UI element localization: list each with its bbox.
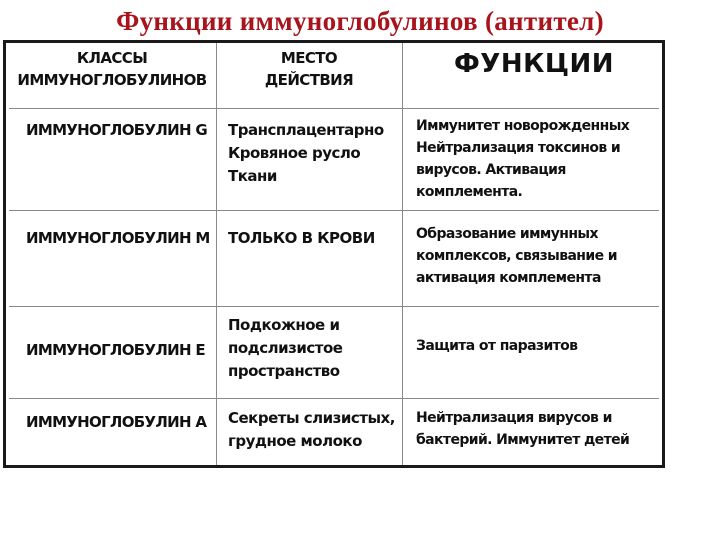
class-iga: ИММУНОГЛОБУЛИН А [26, 413, 207, 431]
immunoglobulin-table [3, 40, 665, 468]
slide-title: Функции иммуноглобулинов (антител) [116, 6, 604, 36]
header-classes: КЛАССЫ ИММУНОГЛОБУЛИНОВ [17, 49, 207, 89]
row-divider [9, 108, 659, 109]
place-ige: Подкожное и подслизистое пространство [228, 316, 343, 380]
column-divider [402, 43, 403, 465]
row-divider [9, 398, 659, 399]
functions-ige: Защита от паразитов [416, 338, 578, 354]
class-igm: ИММУНОГЛОБУЛИН М [26, 229, 210, 247]
class-ige: ИММУНОГЛОБУЛИН Е [26, 341, 205, 359]
row-divider [9, 210, 659, 211]
column-divider [216, 43, 217, 465]
row-divider [9, 306, 659, 307]
functions-igm: Образование иммунных комплексов, связывание и активация комплемента [416, 226, 617, 286]
place-igg: Трансплацентарно Кровяное русло Ткани [228, 121, 384, 185]
header-place: МЕСТО ДЕЙСТВИЯ [264, 49, 354, 89]
functions-igg: Иммунитет новорожденных Нейтрализация токсинов и вирусов. Активация комплемента. [416, 118, 630, 200]
header-functions: ФУНКЦИИ [454, 49, 614, 79]
place-iga: Секреты слизистых, грудное молоко [228, 409, 395, 450]
functions-iga: Нейтрализация вирусов и бактерий. Иммунитет детей [416, 410, 630, 448]
class-igg: ИММУНОГЛОБУЛИН G [26, 121, 207, 139]
place-igm: ТОЛЬКО В КРОВИ [228, 229, 375, 247]
